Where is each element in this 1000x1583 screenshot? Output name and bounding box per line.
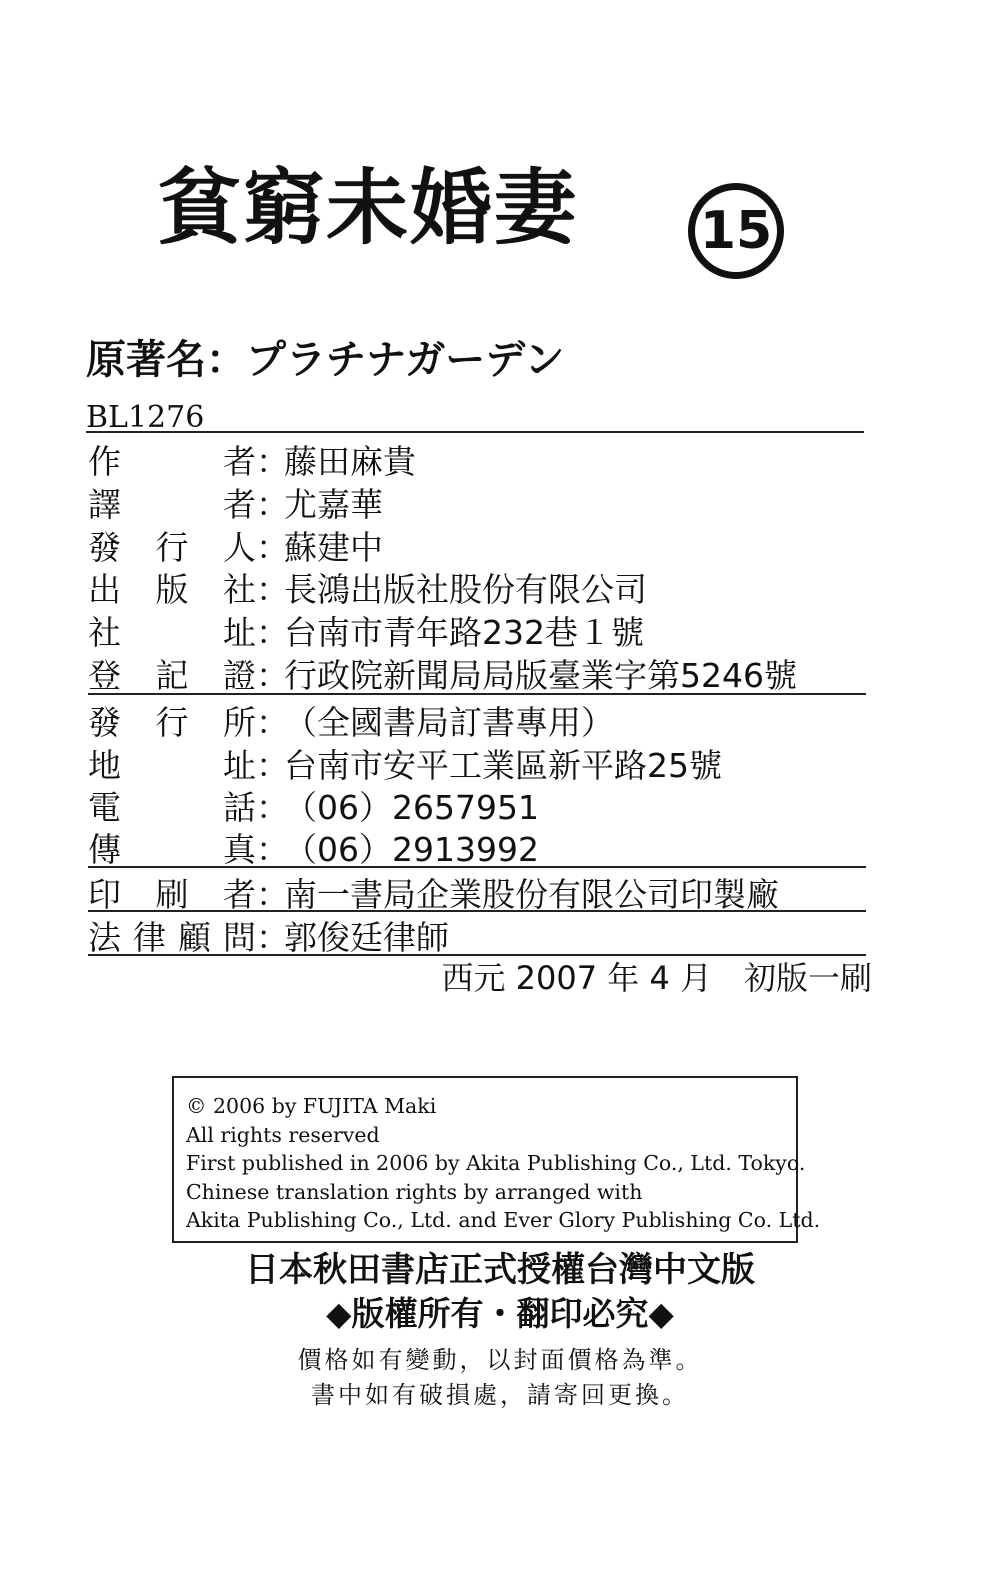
credit-row-company-address: 社 址 ： 台南市青年路232巷１號 [88, 609, 644, 651]
credit-value: （06）2657951 [284, 787, 539, 827]
credit-label: 法 律 顧 問 [88, 917, 256, 957]
credit-value: 郭俊廷律師 [284, 917, 449, 957]
book-title: 貧窮未婚妻 [158, 161, 579, 256]
credit-row-publisher-person: 發 行 人 ： 蘇建中 [88, 524, 383, 566]
credit-row-fax: 傳 真 ： （06）2913992 [88, 826, 539, 868]
credit-label: 電 話 [88, 787, 256, 827]
credit-label: 社 址 [88, 612, 256, 652]
divider [88, 693, 866, 695]
book-code: BL1276 [86, 400, 205, 435]
credit-value: 南一書局企業股份有限公司印製廠 [284, 874, 779, 914]
credit-row-address: 地 址 ： 台南市安平工業區新平路25號 [88, 742, 722, 784]
copyright-line: Chinese translation rights by arranged with [186, 1179, 643, 1204]
rights-notice: ◆版權所有・翻印必究◆ [326, 1294, 674, 1333]
credit-row-legal-counsel: 法 律 顧 問 ： 郭俊廷律師 [88, 914, 449, 956]
credit-label: 地 址 [88, 745, 256, 785]
credit-label: 發 行 所 [88, 702, 256, 742]
credit-label: 作 者 [88, 441, 256, 481]
damage-note: 書中如有破損處，請寄回更換。 [311, 1381, 689, 1409]
credit-value: 台南市青年路232巷１號 [284, 612, 644, 652]
credit-row-registration: 登 記 證 ： 行政院新聞局局版臺業字第5246號 [88, 652, 797, 694]
credit-value: 行政院新聞局局版臺業字第5246號 [284, 655, 797, 695]
credit-value: 長鴻出版社股份有限公司 [284, 569, 647, 609]
credit-row-publishing-house: 出 版 社 ： 長鴻出版社股份有限公司 [88, 566, 647, 608]
credit-value: （全國書局訂書專用） [284, 702, 614, 742]
credit-row-author: 作 者 ： 藤田麻貴 [88, 438, 416, 480]
credit-label: 印 刷 者 [88, 874, 256, 914]
credit-row-printer: 印 刷 者 ： 南一書局企業股份有限公司印製廠 [88, 871, 779, 913]
license-notice: 日本秋田書店正式授權台灣中文版 [245, 1250, 755, 1290]
price-note: 價格如有變動，以封面價格為準。 [297, 1346, 703, 1374]
credit-row-phone: 電 話 ： （06）2657951 [88, 784, 539, 826]
copyright-line: Akita Publishing Co., Ltd. and Ever Glory Publishing Co. Ltd. [186, 1208, 821, 1232]
volume-number-badge: 15 [688, 183, 784, 279]
credit-value: 蘇建中 [284, 527, 383, 567]
divider [88, 954, 866, 956]
credit-label: 出 版 社 [88, 569, 256, 609]
credit-value: （06）2913992 [284, 829, 539, 869]
copyright-line: First published in 2006 by Akita Publishing Co., Ltd. Tokyo. [186, 1151, 806, 1175]
credit-label: 傳 真 [88, 829, 256, 869]
credit-row-translator: 譯 者 ： 尤嘉華 [88, 481, 383, 523]
copyright-line: © 2006 by FUJITA Maki [186, 1094, 437, 1118]
copyright-box [172, 1076, 821, 1243]
credit-label: 發 行 人 [88, 527, 256, 567]
credit-value: 台南市安平工業區新平路25號 [284, 745, 722, 785]
divider [86, 431, 864, 433]
credit-row-distributor: 發 行 所 ： （全國書局訂書專用） [88, 699, 614, 741]
credit-label: 譯 者 [88, 484, 256, 524]
credit-value: 尤嘉華 [284, 484, 383, 524]
original-title: 原著名：プラチナガーデン [86, 337, 565, 383]
edition-date: 西元 2007 年 4 月 初版一刷 [441, 959, 872, 997]
credit-label: 登 記 證 [88, 655, 256, 695]
credit-value: 藤田麻貴 [284, 441, 416, 481]
copyright-line: All rights reserved [186, 1122, 380, 1147]
